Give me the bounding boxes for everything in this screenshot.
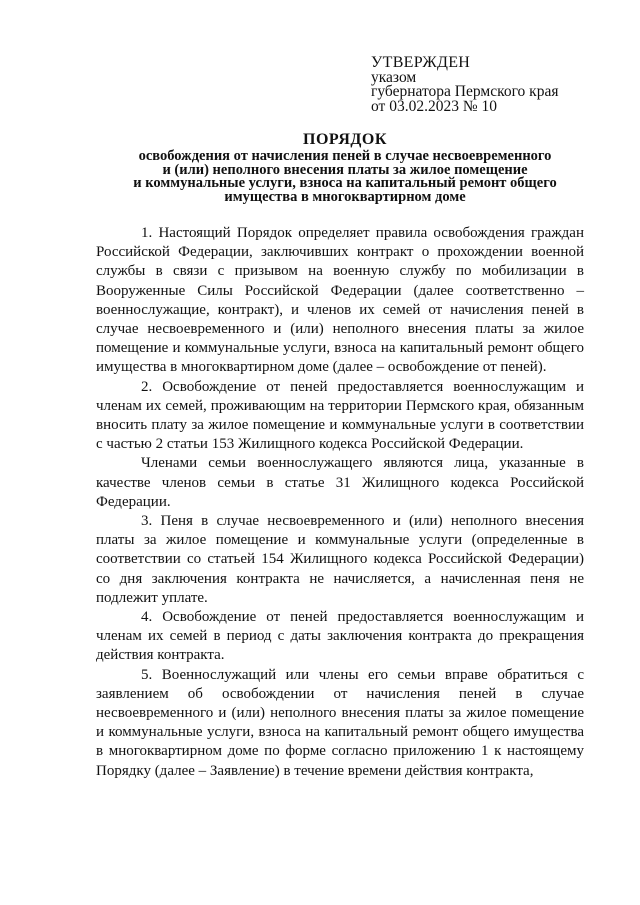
subtitle-line: и (или) неполного внесения платы за жилое помещение [162,161,528,178]
approval-line-governor: губернатора Пермского края [371,83,559,100]
paragraph-2-family: Членами семьи военнослужащего являются лица, указанные в качестве членов семьи в статье 31 Жилищного кодекса Российской Федерации. [96,455,584,510]
subtitle-line: освобождения от начисления пеней в случае несвоевременного [138,148,552,164]
document-title: ПОРЯДОК [303,131,387,148]
document-body [96,224,584,781]
subtitle-line: и коммунальные услуги, взноса на капитальный ремонт общего [133,175,557,191]
approval-line-date: от 03.02.2023 № 10 [371,97,497,115]
document-subtitle [0,150,640,204]
paragraph-4: 4. Освобождение от пеней предоставляется военнослужащим и членам их семей в период с даты заключения контракта до прекращения действия контракта. [96,609,584,664]
paragraph-5: 5. Военнослужащий или члены его семьи вправе обратиться с заявлением об освобождении от начисления пеней в случае несвоевременного и (или) неполного внесения платы за жилое помещение и коммунальные услуги, взноса на капитальный ремонт общего имущества в многоквартирном доме по форме согласно приложению 1 к настоящему Порядку (далее – Заявление) в течение времени действия контракта, [96,666,584,779]
approval-block [371,56,558,114]
paragraph-3: 3. Пеня в случае несвоевременного и (или) неполного внесения платы за жилое помещение и коммунальные услуги (определенные в соответствии со статьей 154 Жилищного кодекса Российской Федерации) со дня заключения контракта не начисляется, а начисленная пеня не подлежит уплате. [96,513,584,606]
subtitle-line: имущества в многоквартирном доме [224,188,466,205]
paragraph-1: 1. Настоящий Порядок определяет правила освобождения граждан Российской Федерации, заключивших контракт о прохождении военной службы в связи с призывом на военную службу по мобилизации в Вооруженные Силы Российской Федерации (далее соответственно – военнослужащие, контракт), и членов их семей от начисления пеней в случае несвоевременного и (или) неполного внесения платы за жилое помещение и коммунальные услуги, взноса на капитальный ремонт общего имущества в многоквартирном доме (далее – освобождение от пеней). [96,225,584,376]
approval-line-decree: указом [371,68,417,86]
approval-heading: УТВЕРЖДЕН [371,54,471,71]
paragraph-2: 2. Освобождение от пеней предоставляется военнослужащим и членам их семей, проживающим на территории Пермского края, обязанным вносить плату за жилое помещение и коммунальные услуги в соответствии с частью 2 статьи 153 Жилищного кодекса Российской Федерации. [96,378,584,453]
